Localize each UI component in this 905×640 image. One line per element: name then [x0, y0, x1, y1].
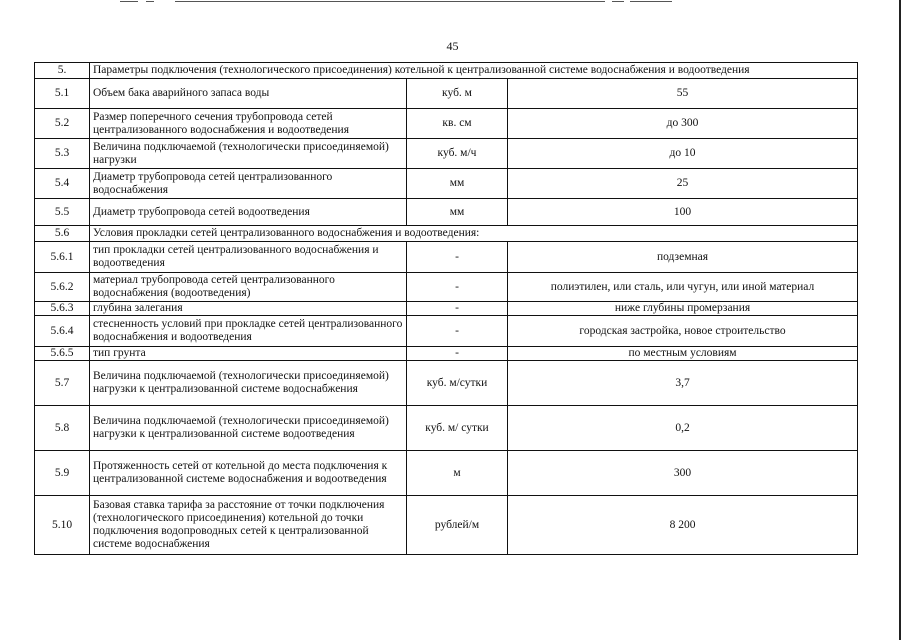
- parameter-name-cell: глубина залегания: [90, 302, 407, 316]
- row-number-cell: 5.: [35, 63, 90, 79]
- value-cell: 0,2: [508, 406, 858, 451]
- row-number-cell: 5.7: [35, 361, 90, 406]
- unit-cell: -: [407, 242, 508, 273]
- table-row: [35, 347, 858, 361]
- row-number-cell: 5.6.2: [35, 273, 90, 302]
- value-cell: 3,7: [508, 361, 858, 406]
- table-row: [35, 199, 858, 226]
- unit-cell: куб. м/ сутки: [407, 406, 508, 451]
- value-cell: полиэтилен, или сталь, или чугун, или иной материал: [508, 273, 858, 302]
- value-cell: городская застройка, новое строительство: [508, 316, 858, 347]
- row-number-cell: 5.10: [35, 496, 90, 555]
- page-edge: [899, 0, 901, 640]
- row-number-cell: 5.6.3: [35, 302, 90, 316]
- table-row: [35, 242, 858, 273]
- table-row: [35, 139, 858, 169]
- parameter-name-cell: Объем бака аварийного запаса воды: [90, 79, 407, 109]
- unit-cell: м: [407, 451, 508, 496]
- unit-cell: мм: [407, 169, 508, 199]
- parameter-name-cell: Диаметр трубопровода сетей централизованного водоснабжения: [90, 169, 407, 199]
- value-cell: ниже глубины промерзания: [508, 302, 858, 316]
- parameter-name-cell: стесненность условий при прокладке сетей централизованного водоснабжения и водоотведения: [90, 316, 407, 347]
- value-cell: подземная: [508, 242, 858, 273]
- table-row: [35, 79, 858, 109]
- row-number-cell: 5.6: [35, 226, 90, 242]
- row-number-cell: 5.3: [35, 139, 90, 169]
- page-number: 45: [446, 39, 459, 53]
- table-row: [35, 169, 858, 199]
- unit-cell: куб. м/ч: [407, 139, 508, 169]
- unit-cell: -: [407, 273, 508, 302]
- top-scan-rule: [0, 0, 905, 4]
- table-body: [35, 63, 858, 555]
- table-row: [35, 496, 858, 555]
- table-row: [35, 406, 858, 451]
- row-number-cell: 5.6.5: [35, 347, 90, 361]
- value-cell: 55: [508, 79, 858, 109]
- row-number-cell: 5.2: [35, 109, 90, 139]
- table-row: [35, 361, 858, 406]
- row-number-cell: 5.9: [35, 451, 90, 496]
- value-cell: до 300: [508, 109, 858, 139]
- table-row: [35, 451, 858, 496]
- table-row: [35, 302, 858, 316]
- value-cell: 8 200: [508, 496, 858, 555]
- row-number-cell: 5.8: [35, 406, 90, 451]
- parameter-name-cell: Размер поперечного сечения трубопровода сетей централизованного водоснабжения и водоотведения: [90, 109, 407, 139]
- row-number-cell: 5.5: [35, 199, 90, 226]
- parameter-name-cell: Протяженность сетей от котельной до места подключения к централизованной системе водоснабжения и водоотведения: [90, 451, 407, 496]
- value-cell: 25: [508, 169, 858, 199]
- table-row: [35, 316, 858, 347]
- parameters-table: [34, 62, 858, 555]
- value-cell: до 10: [508, 139, 858, 169]
- parameter-name-cell: тип грунта: [90, 347, 407, 361]
- unit-cell: кв. см: [407, 109, 508, 139]
- row-number-cell: 5.1: [35, 79, 90, 109]
- parameter-name-cell: Величина подключаемой (технологически присоединяемой) нагрузки к централизованной системе водоснабжения: [90, 361, 407, 406]
- section-title-cell: Условия прокладки сетей централизованного водоснабжения и водоотведения:: [90, 226, 858, 242]
- section-title-cell: Параметры подключения (технологического присоединения) котельной к централизованной системе водоснабжения и водоотведения: [90, 63, 858, 79]
- section-header-row: [35, 226, 858, 242]
- unit-cell: куб. м: [407, 79, 508, 109]
- parameter-name-cell: тип прокладки сетей централизованного водоснабжения и водоотведения: [90, 242, 407, 273]
- row-number-cell: 5.6.4: [35, 316, 90, 347]
- unit-cell: -: [407, 347, 508, 361]
- unit-cell: мм: [407, 199, 508, 226]
- unit-cell: рублей/м: [407, 496, 508, 555]
- parameter-name-cell: Величина подключаемой (технологически присоединяемой) нагрузки к централизованной системе водоотведения: [90, 406, 407, 451]
- parameter-name-cell: Диаметр трубопровода сетей водоотведения: [90, 199, 407, 226]
- section-header-row: [35, 63, 858, 79]
- unit-cell: -: [407, 302, 508, 316]
- parameter-name-cell: Величина подключаемой (технологически присоединяемой) нагрузки: [90, 139, 407, 169]
- unit-cell: куб. м/сутки: [407, 361, 508, 406]
- parameter-name-cell: Базовая ставка тарифа за расстояние от точки подключения (технологического присоединения) котельной до точки подключения водопроводных сетей к централизованной системе водоснабжения: [90, 496, 407, 555]
- table-row: [35, 109, 858, 139]
- parameter-name-cell: материал трубопровода сетей централизованного водоснабжения (водоотведения): [90, 273, 407, 302]
- unit-cell: -: [407, 316, 508, 347]
- row-number-cell: 5.6.1: [35, 242, 90, 273]
- row-number-cell: 5.4: [35, 169, 90, 199]
- value-cell: по местным условиям: [508, 347, 858, 361]
- table-row: [35, 273, 858, 302]
- value-cell: 300: [508, 451, 858, 496]
- value-cell: 100: [508, 199, 858, 226]
